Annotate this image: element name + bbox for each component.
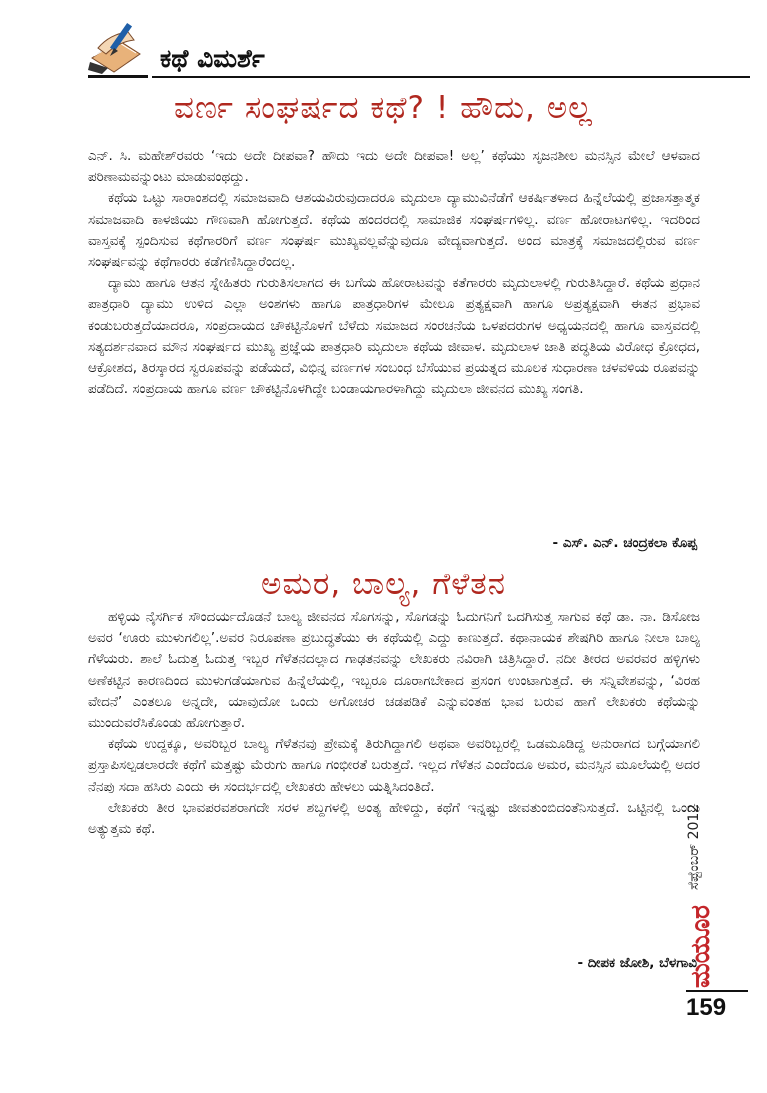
page-number: 159 — [686, 994, 727, 1021]
review2-title: ಅಮರ, ಬಾಲ್ಯ, ಗೆಳೆತನ — [261, 566, 506, 602]
pen-writing-icon — [88, 18, 146, 74]
review2-author: - ದೀಪಕ ಜೋಶಿ, ಬೆಳಗಾವಿ — [577, 955, 697, 971]
review1-author: - ಎಸ್. ಎನ್. ಚಂದ್ರಕಲಾ ಕೊಪ್ಪ — [552, 535, 697, 551]
header-rule-thick — [88, 75, 148, 78]
review2-paragraph: ಲೇಖಕರು ತೀರ ಭಾವಪರವಶರಾಗದೇ ಸರಳ ಶಬ್ದಗಳಲ್ಲಿ ಅಂತ್ಯ ಹೇಳಿದ್ದು, ಕಥೆಗೆ ಇನ್ನಷ್ಟು ಜೀವತುಂಬಿದಂತೆನಿಸುತ್ತದೆ. ಒಟ್ಟಿನಲ್ಲಿ ಒಂದು ಅತ್ಯುತ್ತಮ ಕಥೆ. — [88, 799, 700, 838]
page-header — [88, 18, 748, 74]
review1-paragraph: ಎನ್. ಸಿ. ಮಹೇಶ್‌ರವರು ‘ಇದು ಅದೇ ದೀಪವಾ? ಹೌದು ಇದು ಅದೇ ದೀಪವಾ! ಅಲ್ಲ’ ಕಥೆಯು ಸೃಜನಶೀಲ ಮನಸ್ಸಿನ ಮೇಲೆ ಆಳವಾದ ಪರಿಣಾಮವನ್ನುಂಟು ಮಾಡುವಂಥದ್ದು. — [88, 148, 700, 186]
header-rule — [152, 76, 750, 78]
review2-body — [88, 607, 700, 840]
review1-body — [88, 146, 700, 400]
issue-date: ಸೆಪ್ಟೆಂಬರ್ 2012 — [686, 803, 702, 890]
magazine-name: ಮಯೂರ — [686, 905, 716, 988]
review2-paragraph: ಹಳ್ಳಿಯ ನೈಸರ್ಗಿಕ ಸೌಂದರ್ಯದೊಡನೆ ಬಾಲ್ಯ ಜೀವನದ ಸೊಗಸನ್ನು, ಸೊಗಡನ್ನು ಓದುಗನಿಗೆ ಒದಗಿಸುತ್ತ ಸಾಗುವ ಕಥೆ ಡಾ. ನಾ. ಡಿಸೋಜ ಅವರ ‘ಊರು ಮುಳುಗಲಿಲ್ಲ’.ಅವರ ನಿರೂಪಣಾ ಪ್ರಬುದ್ಧತೆಯು ಈ ಕಥೆಯಲ್ಲಿ ಎದ್ದು ಕಾಣುತ್ತದೆ. ಕಥಾನಾಯಕ ಶೇಷಗಿರಿ ಹಾಗೂ ನೀಲಾ ಬಾಲ್ಯ ಗೆಳೆಯರು. ಶಾಲೆ ಓದುತ್ತ ಓದುತ್ತ ಇಬ್ಬರ ಗೆಳೆತನದಲ್ಲಾದ ಗಾಢತನವನ್ನು ಲೇಖಕರು ನವಿರಾಗಿ ಚಿತ್ರಿಸಿದ್ದಾರೆ. ನದೀ ತೀರದ ಅವರವರ ಹಳ್ಳಿಗಳು ಅಣೆಕಟ್ಟಿನ ಕಾರಣದಿಂದ ಮುಳುಗಡೆಯಾಗುವ ಹಿನ್ನೆಲೆಯಲ್ಲಿ, ಇಬ್ಬರೂ ದೂರಾಗಬೇಕಾದ ಪ್ರಸಂಗ ಉಂಟಾಗುತ್ತದೆ. ಈ ಸನ್ನಿವೇಶವನ್ನು, ‘ವಿರಹ ವೇದನೆ’ ಎಂತಲೂ ಅನ್ನದೇ, ಯಾವುದೋ ಒಂದು ಅಗೋಚರ ಚಡಪಡಿಕೆ ಎನ್ನುವಂತಹ ಭಾವ ಬರುವ ಹಾಗೆ ಲೇಖಕರು ಕಥೆಯನ್ನು ಮುಂದುವರೆಸಿಕೊಂಡು ಹೋಗುತ್ತಾರೆ. — [88, 609, 700, 732]
section-title: ಕಥೆ ವಿಮರ್ಶೆ — [160, 44, 265, 73]
review1-paragraph: ಕಥೆಯ ಒಟ್ಟು ಸಾರಾಂಶದಲ್ಲಿ ಸಮಾಜವಾದಿ ಆಶಯವಿರುವುದಾದರೂ ಮೃದುಲಾ ದ್ಯಾಮುವಿನೆಡೆಗೆ ಆಕರ್ಷಿತಳಾದ ಹಿನ್ನೆಲೆಯಲ್ಲಿ ಪ್ರಜಾಸತ್ತಾತ್ಮಕ ಸಮಾಜವಾದಿ ಕಾಳಜಿಯು ಗೌಣವಾಗಿ ಹೋಗುತ್ತದೆ. ಕಥೆಯ ಹಂದರದಲ್ಲಿ ಸಾಮಾಜಿಕ ಸಂಘರ್ಷಗಳಿಲ್ಲ. ವರ್ಣ ಹೋರಾಟಗಳಿಲ್ಲ. ಇದರಿಂದ ವಾಸ್ತವಕ್ಕೆ ಸ್ಪಂದಿಸುವ ಕಥೆಗಾರರಿಗೆ ವರ್ಣ ಸಂಘರ್ಷ ಮುಖ್ಯವಲ್ಲವೆನ್ನುವುದೂ ವೇದ್ಯವಾಗುತ್ತದೆ. ಅಂದ ಮಾತ್ರಕ್ಕೆ ಸಮಾಜದಲ್ಲಿರುವ ವರ್ಣ ಸಂಘರ್ಷವನ್ನು ಕಥೆಗಾರರು ಕಡೆಗಣಿಸಿದ್ದಾರೆಂದಲ್ಲ. — [88, 190, 700, 271]
review1-paragraph: ದ್ಯಾಮು ಹಾಗೂ ಆತನ ಸ್ನೇಹಿತರು ಗುರುತಿಸಲಾಗದ ಈ ಬಗೆಯ ಹೋರಾಟವನ್ನು ಕತೆಗಾರರು ಮೃದುಲಾಳಲ್ಲಿ ಗುರುತಿಸಿದ್ದಾರೆ. ಕಥೆಯ ಪ್ರಧಾನ ಪಾತ್ರಧಾರಿ ದ್ಯಾಮು ಉಳಿದ ಎಲ್ಲಾ ಅಂಶಗಳು ಹಾಗೂ ಪಾತ್ರಧಾರಿಗಳ ಮೇಲೂ ಪ್ರತ್ಯಕ್ಷವಾಗಿ ಹಾಗೂ ಅಪ್ರತ್ಯಕ್ಷವಾಗಿ ಈತನ ಪ್ರಭಾವ ಕಂಡುಬರುತ್ತದೆಯಾದರೂ, ಸಂಪ್ರದಾಯದ ಚೌಕಟ್ಟಿನೊಳಗೆ ಬೆಳೆದು ಸಮಾಜದ ಸಂರಚನೆಯ ಒಳಪದರುಗಳ ಅಧ್ಯಯನದಲ್ಲಿ ಹಾಗೂ ವಾಸ್ತವದಲ್ಲಿ ಸತ್ಯದರ್ಶನವಾದ ಮೌನ ಸಂಘರ್ಷದ ಮುಖ್ಯ ಪ್ರಜ್ಞೆಯ ಪಾತ್ರಧಾರಿ ಮೃದುಲಾ ಕಥೆಯ ಜೀವಾಳ. ಮೃದುಲಾಳ ಜಾತಿ ಪದ್ಧತಿಯ ವಿರೋಧ ಕ್ರೋಧದ, ಆಕ್ರೋಶದ, ತಿರಸ್ಕಾರದ ಸ್ವರೂಪವನ್ನು ಪಡೆಯದೆ, ವಿಭಿನ್ನ ವರ್ಣಗಳ ಸಂಬಂಧ ಬೆಸೆಯುವ ಪ್ರಯತ್ನದ ಮೂಲಕ ಸುಧಾರಣಾ ಚಳವಳಿಯ ರೂಪವನ್ನು ಪಡೆದಿದೆ. ಸಂಪ್ರದಾಯ ಹಾಗೂ ವರ್ಣ ಚೌಕಟ್ಟಿನೊಳಗಿದ್ದೇ ಬಂಡಾಯಗಾರಳಾಗಿದ್ದು ಮೃದುಲಾ ಜೀವನದ ಮುಖ್ಯ ಸಂಗತಿ. — [88, 275, 700, 398]
review2-paragraph: ಕಥೆಯ ಉದ್ದಕ್ಕೂ, ಅವರಿಬ್ಬರ ಬಾಲ್ಯ ಗೆಳೆತನವು ಪ್ರೇಮಕ್ಕೆ ತಿರುಗಿದ್ದಾಗಲಿ ಅಥವಾ ಅವರಿಬ್ಬರಲ್ಲಿ ಒಡಮೂಡಿದ್ದ ಅನುರಾಗದ ಬಗ್ಗೆಯಾಗಲಿ ಪ್ರಸ್ತಾಪಿಸಲ್ಪಡಲಾರದೇ ಕಥೆಗೆ ಮತ್ತಷ್ಟು ಮೆರುಗು ಹಾಗೂ ಗಂಭೀರತೆ ಬರುತ್ತದೆ. ಇಲ್ಲದ ಗೆಳೆತನ ಎಂದೆಂದೂ ಅಮರ, ಮನಸ್ಸಿನ ಮೂಲೆಯಲ್ಲಿ ಅದರ ನೆನಪು ಸದಾ ಹಸಿರು ಎಂದು ಈ ಸಂದರ್ಭದಲ್ಲಿ ಲೇಖಕರು ಹೇಳಲು ಯತ್ನಿಸಿದಂತಿದೆ. — [88, 736, 700, 795]
review1-title: ವರ್ಣ ಸಂಘರ್ಷದ ಕಥೆ? ! ಹೌದು, ಅಲ್ಲ — [174, 90, 593, 126]
page-number-rule — [686, 990, 748, 992]
